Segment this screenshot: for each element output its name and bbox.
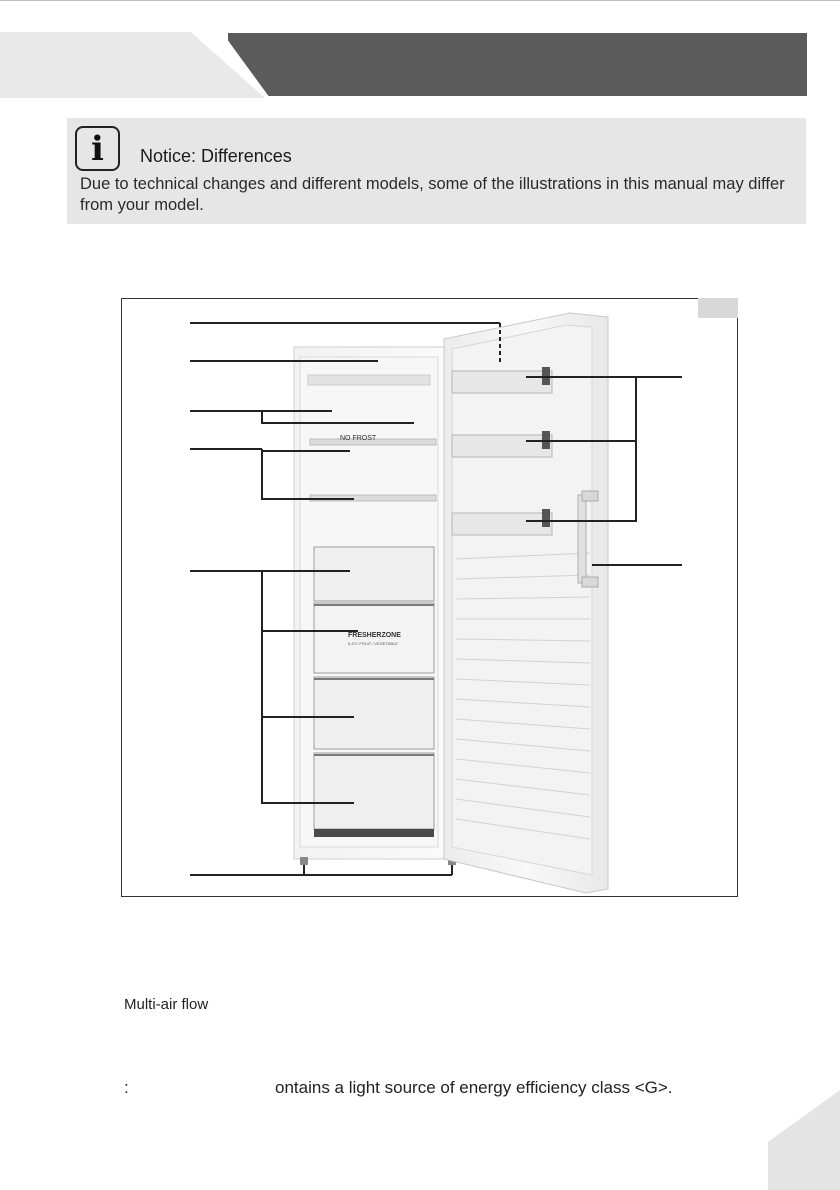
header-bar <box>228 33 807 96</box>
fridge-illustration <box>122 299 739 898</box>
note-colon: : <box>124 1078 129 1097</box>
notice-title: Notice: Differences <box>140 146 292 166</box>
fridge-cabinet <box>294 347 456 865</box>
top-rule <box>0 0 840 1</box>
notice-box <box>67 118 806 224</box>
multi-air-flow-text: Multi-air flow <box>124 996 209 1013</box>
header-tab <box>0 32 265 98</box>
info-icon: i <box>75 126 120 171</box>
drawer-subtext: 0-4°C FRUIT / VEGETABLE <box>348 641 398 646</box>
page-corner-tab <box>768 1090 840 1190</box>
fridge-door <box>444 313 608 893</box>
light-source-text: ontains a light source of energy efficiency class <G>. <box>275 1078 673 1097</box>
drawer-brand-label: FRESHERZONE <box>348 632 401 639</box>
fridge-figure <box>121 298 738 897</box>
notice-text: Due to technical changes and different models, some of the illustrations in this manual may differ from your model. <box>80 175 785 214</box>
no-frost-label: NO FROST <box>340 435 377 442</box>
